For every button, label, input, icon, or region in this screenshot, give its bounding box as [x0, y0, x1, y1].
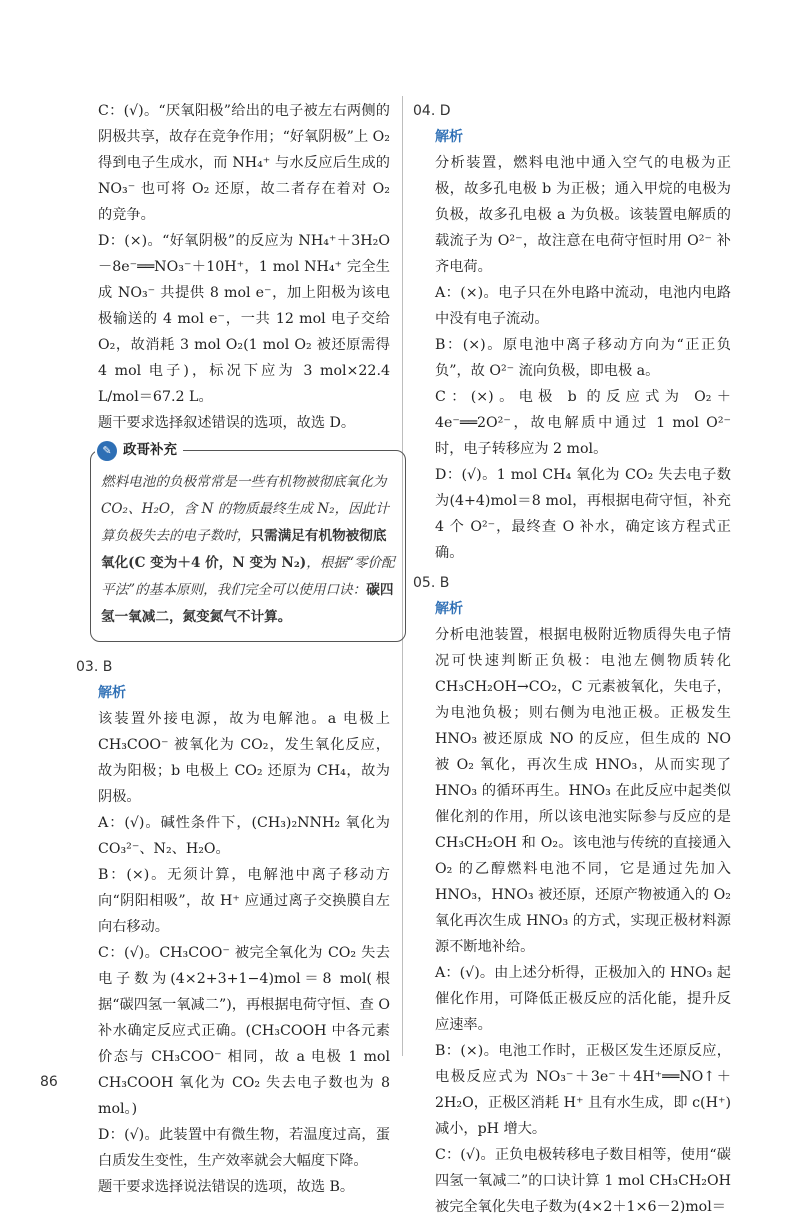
q03-option-a: A：(√)。碱性条件下，(CH₃)₂NNH₂ 氧化为 CO₃²⁻、N₂、H₂O。 — [98, 815, 390, 857]
page-number: 86 — [40, 1074, 58, 1090]
q03-number: 03. B — [76, 659, 113, 675]
q05-option-c: C：(√)。正负电极转移电子数目相等，使用“碳四氢一氧减二”的口诀计算 1 mol CH₃CH₂OH 被完全氧化失电子数为(4×2＋1×6－2)mol＝ — [435, 1147, 731, 1215]
q03-option-b: B：(×)。无须计算，电解池中离子移动方向“阴阳相吸”，故 H⁺ 应通过离子交换膜自左向右移动。 — [98, 867, 390, 935]
supplement-bold-1: 只需满足有机物被彻底氧化(C 变为＋4 价，N 变为 N₂) — [101, 528, 387, 571]
q04-option-b: B：(×)。原电池中离子移动方向为“正正负负”，故 O²⁻ 流向负极，即电极 a。 — [435, 337, 731, 379]
left-column — [76, 98, 395, 1200]
q02-option-c: C：(√)。“厌氧阳极”给出的电子被左右两侧的阴极共享，故存在竞争作用；“好氧阴极”上 O₂ 得到电子生成水，而 NH₄⁺ 与水反应后生成的 NO₃⁻ 也可将 O₂ 还原，故二者存在着对 O₂ 的竞争。 — [98, 103, 390, 223]
q03-option-d: D：(√)。此装置中有微生物，若温度过高，蛋白质发生变性，生产效率就会大幅度下降。 — [98, 1127, 390, 1169]
q04-option-a: A：(×)。电子只在外电路中流动，电池内电路中没有电子流动。 — [435, 285, 731, 327]
q02-option-d: D：(×)。“好氧阴极”的反应为 NH₄⁺＋3H₂O－8e⁻══NO₃⁻＋10H⁺，1 mol NH₄⁺ 完全生成 NO₃⁻ 共提供 8 mol e⁻，加上阳极为该电极输送的 4 mol e⁻，一共 12 mol 电子交给 O₂，故消耗 3 mol O₂(1 mol O₂ 被还原需得 4 mol 电子)，标况下应为 3 mol×22.4 L/mol＝67.2 L。 — [98, 233, 390, 405]
q04-option-c: C：(×)。电极 b 的反应式为 O₂＋4e⁻══2O²⁻，故电解质中通过 1 mol O²⁻ 时，电子转移应为 2 mol。 — [435, 389, 731, 457]
teacher-badge-icon: ✎ — [97, 441, 117, 461]
q04-number: 04. D — [413, 103, 451, 119]
q03-jiexi-label: 解析 — [98, 685, 126, 701]
supplement-text-a: 燃料电池的负极常常是一些有机物被彻底氧化为 CO₂、H₂O，含 N 的物质最终生成 N₂，因此计算负极失去的电子数时， — [101, 474, 389, 544]
supplement-title-text: 政哥补充 — [123, 442, 177, 458]
q05-jiexi-label: 解析 — [435, 601, 463, 617]
q05-number: 05. B — [413, 575, 450, 591]
q02-conclusion: 题干要求选择叙述错误的选项，故选 D。 — [98, 415, 356, 431]
q04-option-d: D：(√)。1 mol CH₄ 氧化为 CO₂ 失去电子数为(4+4)mol＝8 mol，再根据电荷守恒，补充 4 个 O²⁻，最终查 O 补水，确定该方程式正确。 — [435, 467, 731, 561]
q04-analysis: 分析装置，燃料电池中通入空气的电极为正极，故多孔电极 b 为正极；通入甲烷的电极为负极，故多孔电极 a 为负极。该装置电解质的载流子为 O²⁻，故注意在电荷守恒时用 O²⁻ 补齐电荷。 — [435, 155, 731, 275]
q05-option-b: B：(×)。电池工作时，正极区发生还原反应，电极反应式为 NO₃⁻＋3e⁻＋4H⁺══NO↑＋2H₂O，正极区消耗 H⁺ 且有水生成，即 c(H⁺)减小，pH 增大。 — [435, 1043, 731, 1137]
right-column — [413, 98, 731, 1220]
q05-option-a: A：(√)。由上述分析得，正极加入的 HNO₃ 起催化作用，可降低正极反应的活化能，提升反应速率。 — [435, 965, 731, 1033]
supplement-box — [90, 442, 406, 642]
q05-analysis: 分析电池装置，根据电极附近物质得失电子情况可快速判断正负极：电池左侧物质转化 CH₃CH₂OH→CO₂，C 元素被氧化，失电子，为电池负极；则右侧为电池正极。正极发生 HNO₃ 被还原成 NO 的反应，但生成的 NO 被 O₂ 氧化，再次生成 HNO₃，从而实现了 HNO₃ 的循环再生。HNO₃ 在此反应中起类似催化剂的作用，所以该电池实际参与反应的是 CH₃CH₂OH 和 O₂。该电池与传统的直接通入 O₂ 的乙醇燃料电池不同，它是通过先加入 HNO₃，HNO₃ 被还原，还原产物被通入的 O₂ 氧化再次生成 HNO₃ 的方式，实现正极材料源源不断地补给。 — [435, 627, 731, 955]
supplement-text-b: ，根据“零价配平法”的基本原则，我们完全可以使用口诀： — [101, 555, 395, 598]
q04-jiexi-label: 解析 — [435, 129, 463, 145]
q03-analysis: 该装置外接电源，故为电解池。a 电极上 CH₃COO⁻ 被氧化为 CO₂，发生氧化反应，故为阳极；b 电极上 CO₂ 还原为 CH₄，故为阴极。 — [98, 711, 390, 805]
supplement-box-title — [95, 437, 183, 464]
q03-conclusion: 题干要求选择说法错误的选项，故选 B。 — [98, 1179, 355, 1195]
supplement-bold-2: 碳四氢一氧减二，氮变氮气不计算。 — [101, 582, 394, 625]
q03-option-c: C：(√)。CH₃COO⁻ 被完全氧化为 CO₂ 失去电子数为(4×2+3+1−4)mol＝8 mol(根据“碳四氢一氧减二”)，再根据电荷守恒、查 O 补水确定反应式正确。(CH₃COOH 中各元素价态与 CH₃COO⁻ 相同，故 a 电极 1 mol CH₃COOH 氧化为 CO₂ 失去电子数也为 8 mol。) — [98, 945, 390, 1117]
